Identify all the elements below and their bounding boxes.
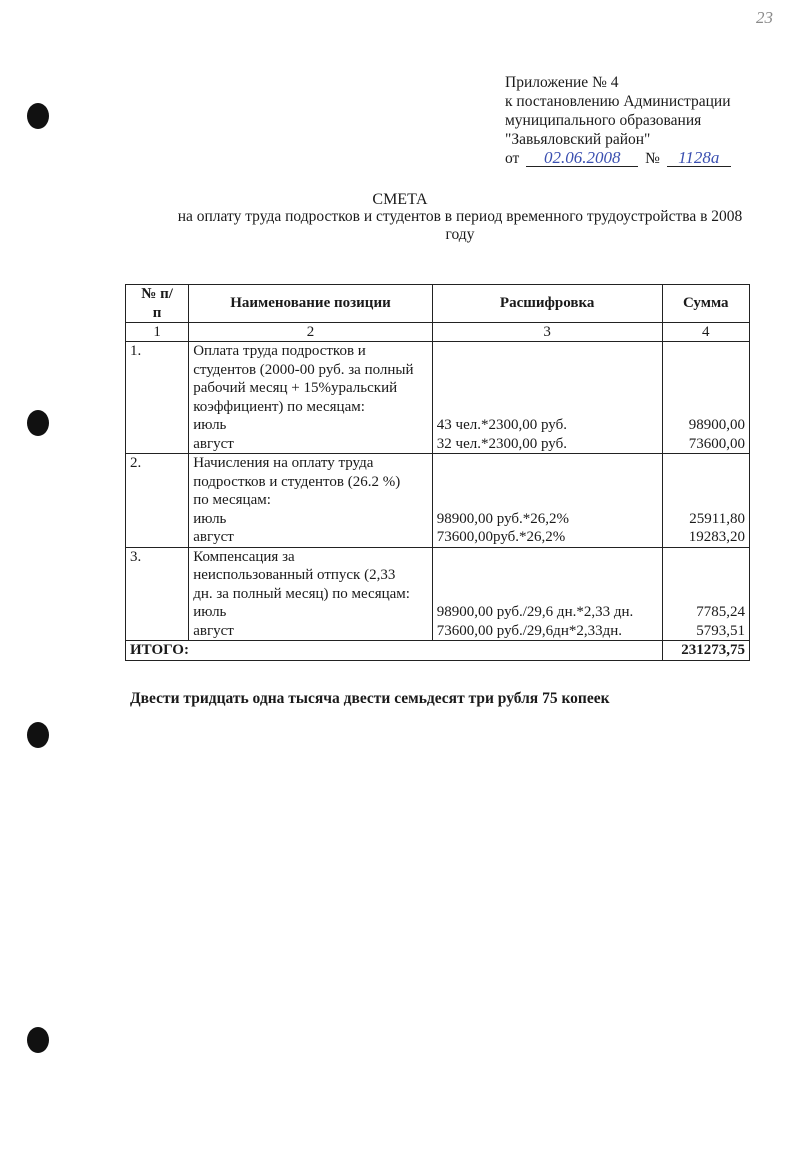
budget-table — [125, 284, 750, 661]
document-subtitle: на оплату труда подростков и студентов в период временного трудоустройства в 2008 году — [177, 208, 743, 243]
punch-hole-2 — [27, 410, 49, 436]
document-title: СМЕТА — [372, 191, 428, 208]
header-name: Наименование позиции — [189, 285, 433, 323]
row-sum: 98900,00 73600,00 — [662, 342, 749, 454]
row-number: 1. — [126, 342, 189, 454]
row-name: Начисления на оплату труда подростков и студентов (26.2 %) по месяцам: июль август — [189, 454, 433, 548]
total-row — [126, 641, 750, 661]
total-value: 231273,75 — [662, 641, 749, 661]
row-name: Оплата труда подростков и студентов (2000-00 руб. за полный рабочий месяц + 15%уральский коэффициент) по месяцам: июль август — [189, 342, 433, 454]
number-label: № — [645, 150, 660, 167]
punch-hole-3 — [27, 722, 49, 748]
annex-block — [505, 73, 734, 168]
handwritten-date: 02.06.2008 — [526, 149, 638, 167]
header-num: № п/п — [126, 285, 189, 323]
header-decoding: Расшифровка — [432, 285, 662, 323]
column-number: 1 — [126, 323, 189, 342]
row-sum: 7785,24 5793,51 — [662, 547, 749, 641]
header-row — [126, 285, 750, 323]
column-number-row — [126, 323, 750, 342]
header-sum: Сумма — [662, 285, 749, 323]
punch-hole-1 — [27, 103, 49, 129]
column-number: 3 — [432, 323, 662, 342]
annex-line-2: к постановлению Администрации — [505, 93, 731, 110]
table-row — [126, 547, 750, 641]
annex-line-3: муниципального образования — [505, 112, 702, 129]
row-decoding: 43 чел.*2300,00 руб. 32 чел.*2300,00 руб. — [432, 342, 662, 454]
table-row — [126, 454, 750, 548]
column-number: 4 — [662, 323, 749, 342]
row-decoding: 98900,00 руб.*26,2% 73600,00руб.*26,2% — [432, 454, 662, 548]
punch-hole-4 — [27, 1027, 49, 1053]
from-label: от — [505, 150, 520, 167]
handwritten-number: 1128а — [667, 149, 731, 167]
table-row — [126, 342, 750, 454]
row-sum: 25911,80 19283,20 — [662, 454, 749, 548]
amount-in-words: Двести тридцать одна тысяча двести семьдесят три рубля 75 копеек — [130, 690, 610, 707]
row-number: 3. — [126, 547, 189, 641]
annex-line-1: Приложение № 4 — [505, 74, 619, 91]
page-number: 23 — [756, 8, 773, 27]
annex-line-4: "Завьяловский район" — [505, 131, 651, 148]
row-number: 2. — [126, 454, 189, 548]
annex-date-line — [505, 149, 734, 168]
row-decoding: 98900,00 руб./29,6 дн.*2,33 дн. 73600,00 руб./29,6дн*2,33дн. — [432, 547, 662, 641]
total-label: ИТОГО: — [126, 641, 663, 661]
column-number: 2 — [189, 323, 433, 342]
row-name: Компенсация за неиспользованный отпуск (2,33 дн. за полный месяц) по месяцам: июль август — [189, 547, 433, 641]
